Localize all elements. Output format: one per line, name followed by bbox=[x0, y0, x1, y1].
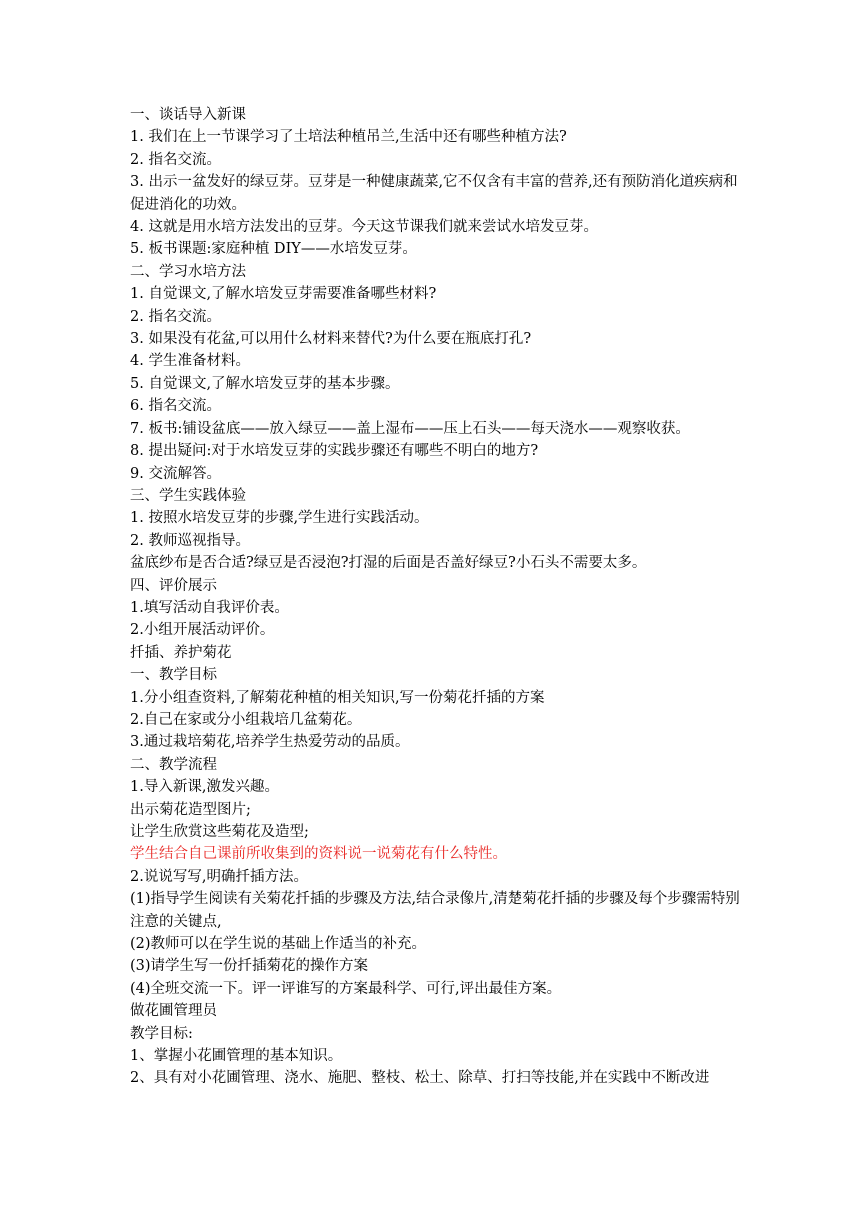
text-line: (2)教师可以在学生说的基础上作适当的补充。 bbox=[130, 936, 427, 953]
text-line: 2.小组开展活动评价。 bbox=[130, 622, 275, 639]
text-line: (1)指导学生阅读有关菊花扦插的步骤及方法,结合录像片,清楚菊花扦插的步骤及每个步骤需特别注意的关键点, bbox=[130, 891, 740, 930]
text-line: 4. 学生准备材料。 bbox=[130, 353, 250, 370]
text-line: 1.填写活动自我评价表。 bbox=[130, 599, 289, 616]
text-line: 2. 教师巡视指导。 bbox=[130, 532, 250, 549]
text-line: 5. 板书课题:家庭种植 DIY——水培发豆芽。 bbox=[130, 241, 417, 258]
text-line: 一、谈话导入新课 bbox=[130, 107, 246, 123]
text-line: (4)全班交流一下。评一评谁写的方案最科学、可行,评出最佳方案。 bbox=[130, 980, 562, 997]
text-line: 扦插、养护菊花 bbox=[130, 644, 232, 661]
text-line: 1.分小组查资料,了解菊花种植的相关知识,写一份菊花扦插的方案 bbox=[130, 689, 545, 706]
text-line: 2. 指名交流。 bbox=[130, 308, 221, 325]
text-line: 2.说说写写,明确扦插方法。 bbox=[130, 868, 308, 885]
text-line: 教学目标: bbox=[130, 1025, 193, 1042]
text-line: 2. 指名交流。 bbox=[130, 151, 221, 168]
text-line: 一、教学目标 bbox=[130, 667, 217, 684]
text-line: 盆底纱布是否合适?绿豆是否浸泡?打湿的后面是否盖好绿豆?小石头不需要太多。 bbox=[130, 555, 647, 572]
text-line: 1. 我们在上一节课学习了土培法种植吊兰,生活中还有哪些种植方法? bbox=[130, 129, 567, 146]
text-line: 1. 自觉课文,了解水培发豆芽需要准备哪些材料? bbox=[130, 286, 437, 303]
text-line: 让学生欣赏这些菊花及造型; bbox=[130, 824, 309, 840]
text-line: 8. 提出疑问:对于水培发豆芽的实践步骤还有哪些不明白的地方? bbox=[130, 443, 539, 460]
text-line: 9. 交流解答。 bbox=[130, 465, 221, 482]
text-line: 1.导入新课,激发兴趣。 bbox=[130, 779, 279, 796]
text-line: 3.通过栽培菊花,培养学生热爱劳动的品质。 bbox=[130, 734, 410, 751]
text-line: 2.自己在家或分小组栽培几盆菊花。 bbox=[130, 711, 362, 728]
text-line: 出示菊花造型图片; bbox=[130, 801, 251, 818]
text-line: 7. 板书:铺设盆底——放入绿豆——盖上湿布——压上石头——每天浇水——观察收获。 bbox=[130, 420, 690, 437]
text-line: 5. 自觉课文,了解水培发豆芽的基本步骤。 bbox=[130, 375, 400, 392]
document-body bbox=[130, 104, 740, 1090]
text-line: 6. 指名交流。 bbox=[130, 398, 221, 415]
text-line: 做花圃管理员 bbox=[130, 1003, 217, 1020]
text-line: 4. 这就是用水培方法发出的豆芽。今天这节课我们就来尝试水培发豆芽。 bbox=[130, 219, 598, 236]
text-line: 四、评价展示 bbox=[130, 577, 217, 594]
text-line: 2、具有对小花圃管理、浇水、施肥、整枝、松土、除草、打扫等技能,并在实践中不断改进 bbox=[130, 1070, 710, 1087]
text-line: 二、学习水培方法 bbox=[130, 263, 246, 280]
text-line: 1、掌握小花圃管理的基本知识。 bbox=[130, 1048, 343, 1065]
text-line: 1. 按照水培发豆芽的步骤,学生进行实践活动。 bbox=[130, 510, 429, 527]
highlighted-text-line: 学生结合自己课前所收集到的资料说一说菊花有什么特性。 bbox=[130, 846, 507, 863]
text-line: 三、学生实践体验 bbox=[130, 487, 246, 504]
text-line: 3. 如果没有花盆,可以用什么材料来替代?为什么要在瓶底打孔? bbox=[130, 331, 532, 348]
text-line: 3. 出示一盆发好的绿豆芽。豆芽是一种健康蔬菜,它不仅含有丰富的营养,还有预防消化道疾病和促进消化的功效。 bbox=[130, 174, 738, 213]
text-line: 二、教学流程 bbox=[130, 756, 217, 773]
text-line: (3)请学生写一份扦插菊花的操作方案 bbox=[130, 958, 369, 975]
